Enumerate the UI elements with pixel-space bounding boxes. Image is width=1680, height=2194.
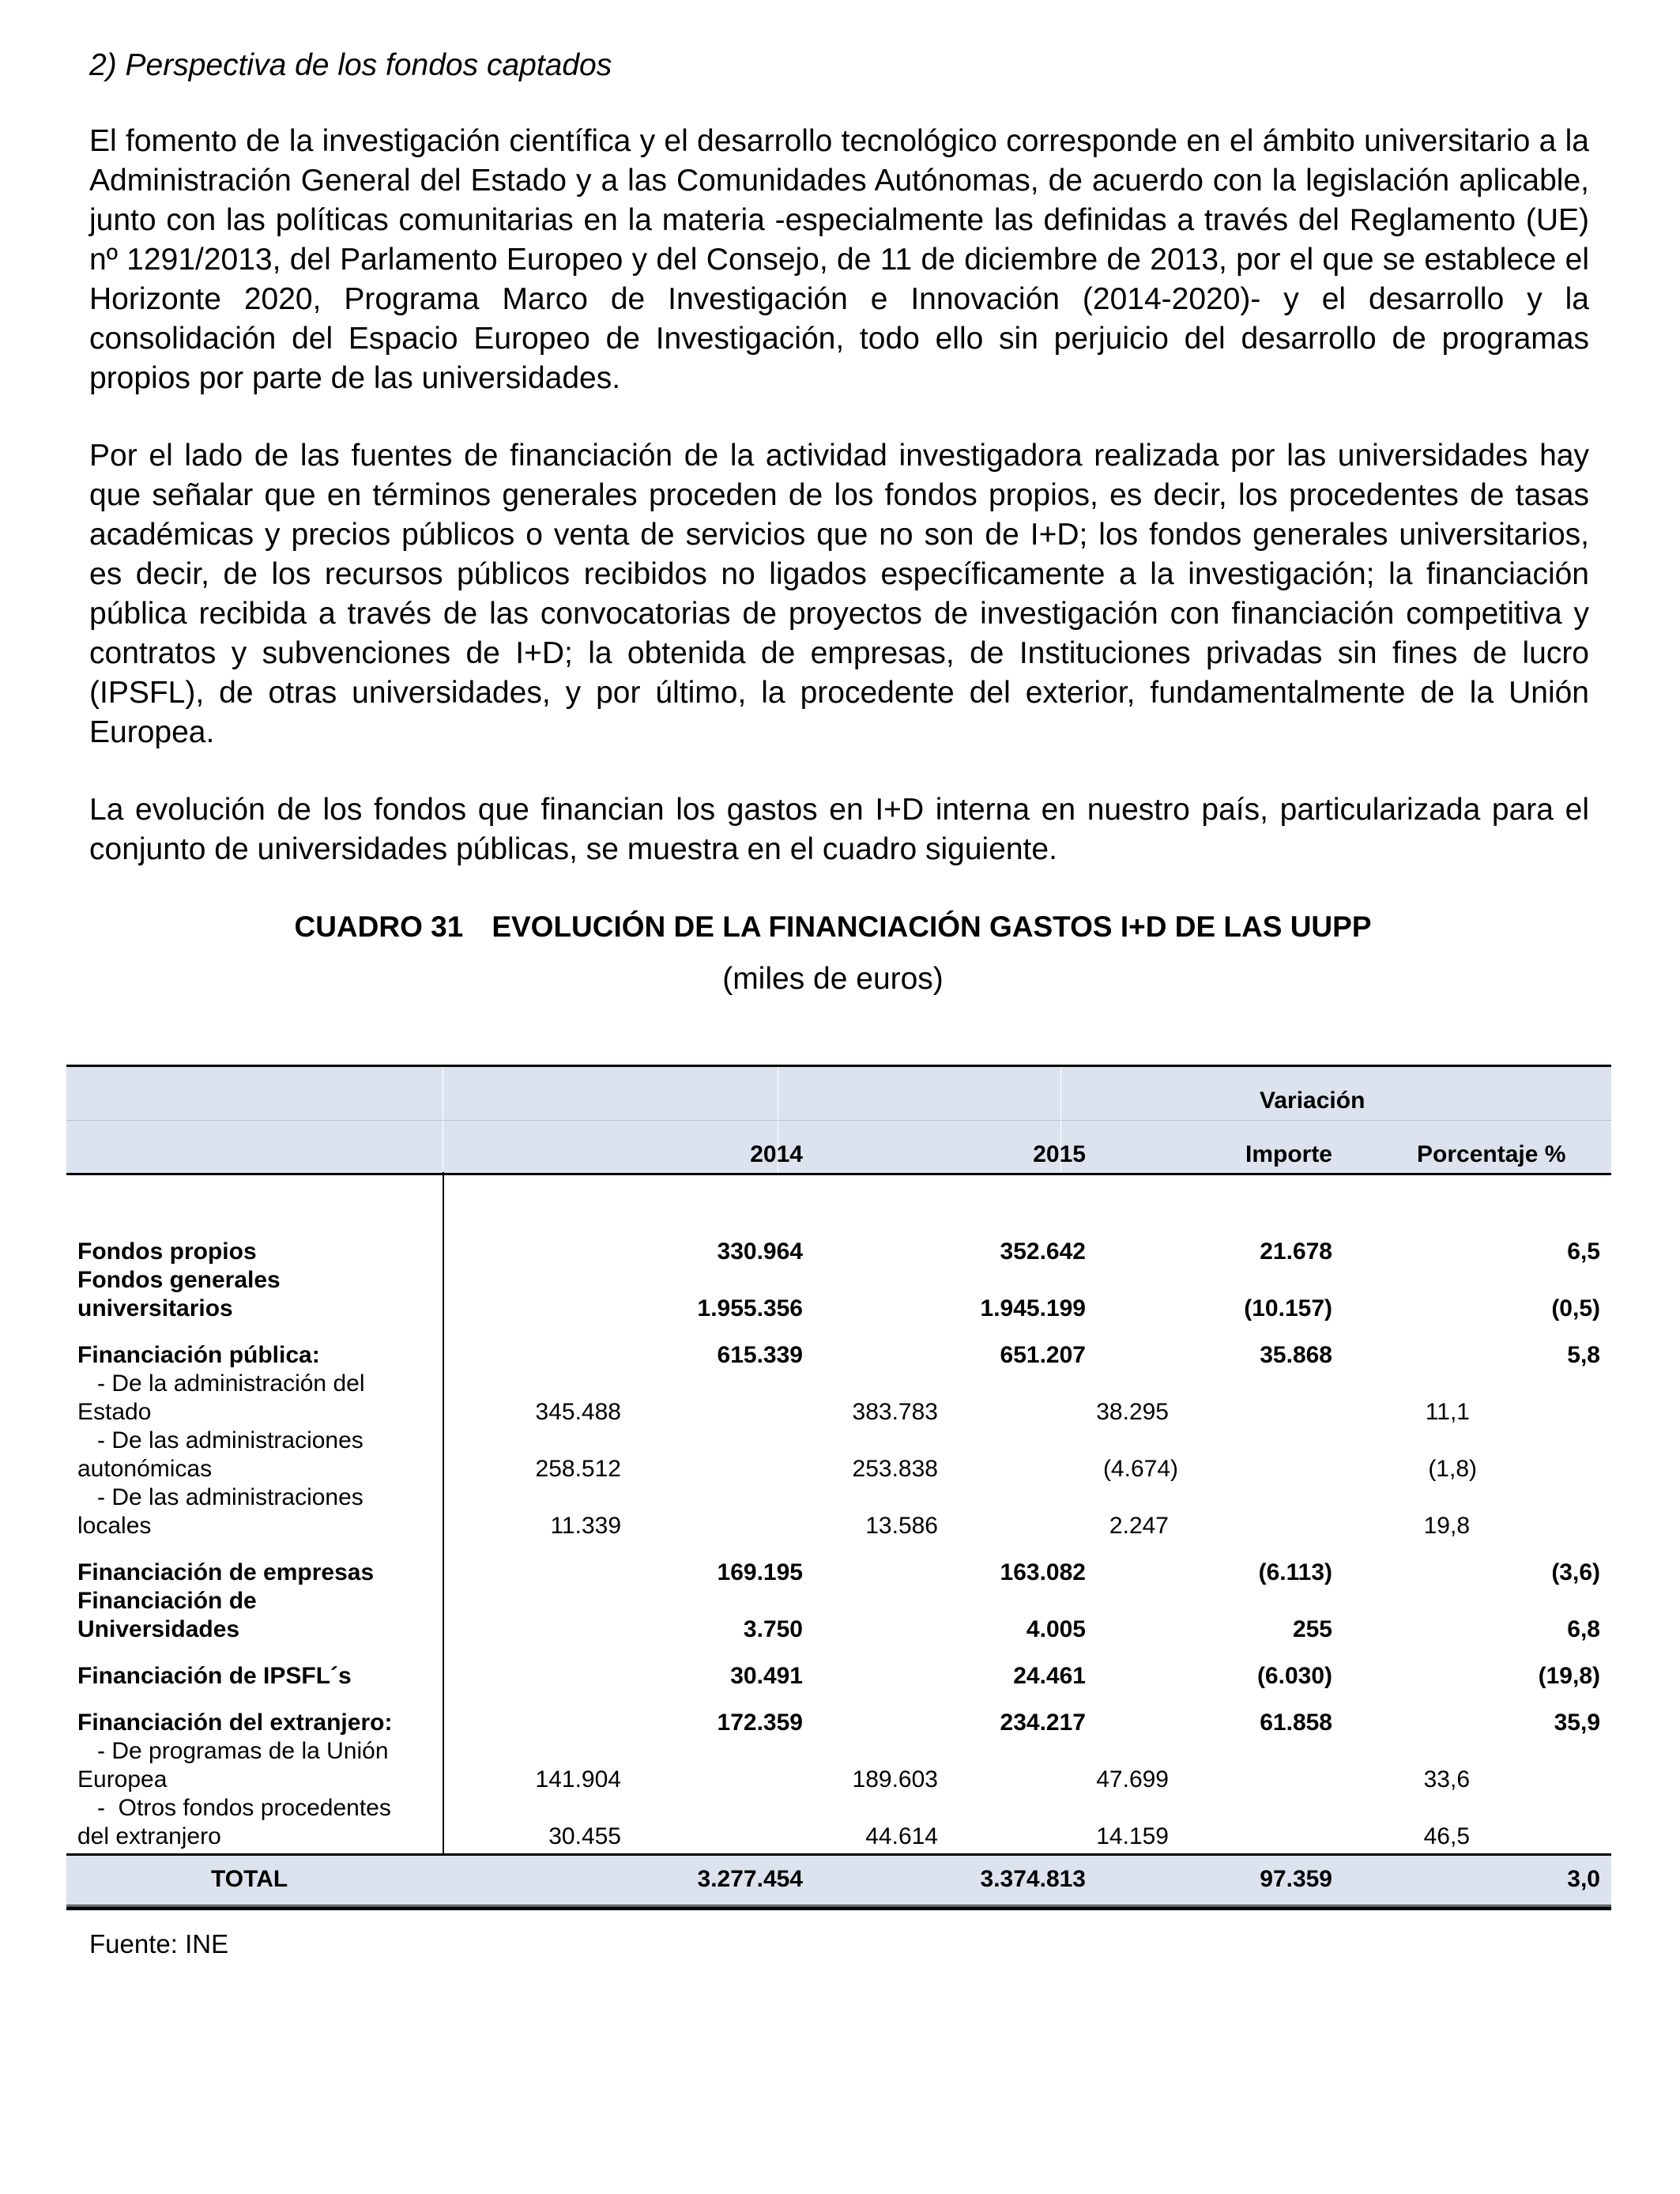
table-title-text: EVOLUCIÓN DE LA FINANCIACIÓN GASTOS I+D DE LAS UUPP [492,910,1372,943]
total-row: TOTAL 3.277.454 3.374.813 97.359 3,0 [66,1853,1611,1907]
header-importe: Importe [1245,1141,1332,1167]
table-divider [443,1172,444,1853]
section-title: 2) Perspectiva de los fondos captados [89,48,612,82]
table-header [66,1065,1611,1172]
table-body: Fondos propios 330.964 352.642 21.678 6,5 Fondos generales universitarios 1.955.356 1.945.199 (10.157) (0,5) Financiación pública: 615.339 651.207 35.868 5,8 - De la administración del Estado 345.488 383.783 38.295 11,1 - De las administraciones autonómicas 258.512 253.838 (4.674) (1,8) - De las administraciones locales 11.339 13.586 2.247 19,8 Financiación de empresas 169.195 163.082 (6.113) (3,6) Financiación de Universidades 3.750 4.005 255 6,8 Financiación de IPSFL´s 30.491 24.461 (6.030) (19,8) Financiación del extranjero: 172.359 234.217 61.858 35,9 - De programas de la Unión Europea 141.904 189.603 47.699 33,6 - Otros fondos procedentes del extranjero 30.455 44.614 14.159 46,5 TOTAL 3.277.454 3.374.813 97.359 3,0 [66,1172,1611,2012]
paragraph-1: El fomento de la investigación científica y el desarrollo tecnológico corresponde en el ámbito universitario a la Administración General del Estado y a las Comunidades Autónomas, de acuerdo con la legislación aplicable, junto con las políticas comunitarias en la materia -especialmente las definidas a través del Reglamento (UE) nº 1291/2013, del Parlamento Europeo y del Consejo, de 11 de diciembre de 2013, por el que se establece el Horizonte 2020, Programa Marco de Investigación e Innovación (2014-2020)- y el desarrollo y la consolidación del Espacio Europeo de Investigación, todo ello sin perjuicio del desarrollo de programas propios por parte de las universidades. [89,124,1589,395]
table-title [55,907,1610,947]
financing-table [66,1065,1611,2012]
header-variacion: Variación [1260,1088,1365,1114]
table-source: Fuente: INE [89,1929,229,1958]
paragraph-3: La evolución de los fondos que financian los gastos en I+D interna en nuestro país, particularizada para el conjunto de universidades públicas, se muestra en el cuadro siguiente. [89,793,1589,866]
header-2015: 2015 [1033,1141,1086,1167]
header-2014: 2014 [750,1141,803,1167]
table-units: (miles de euros) [722,962,944,996]
header-porcentaje: Porcentaje % [1417,1141,1566,1167]
total-label: TOTAL [211,1866,288,1892]
document-page [89,46,1589,1023]
paragraph-2: Por el lado de las fuentes de financiación de la actividad investigadora realizada por las universidades hay que señalar que en términos generales proceden de los fondos propios, es decir, los procedentes de tasas académicas y precios públicos o venta de servicios que no son de I+D; los fondos generales universitarios, es decir, de los recursos públicos recibidos no ligados específicamente a la investigación; la financiación pública recibida a través de las convocatorias de proyectos de investigación con financiación competitiva y contratos y subvenciones de I+D; la obtenida de empresas, de Instituciones privadas sin fines de lucro (IPSFL), de otras universidades, y por último, la procedente del exterior, fundamentalmente de la Unión Europea. [89,439,1589,749]
table-number: CUADRO 31 [294,910,464,943]
